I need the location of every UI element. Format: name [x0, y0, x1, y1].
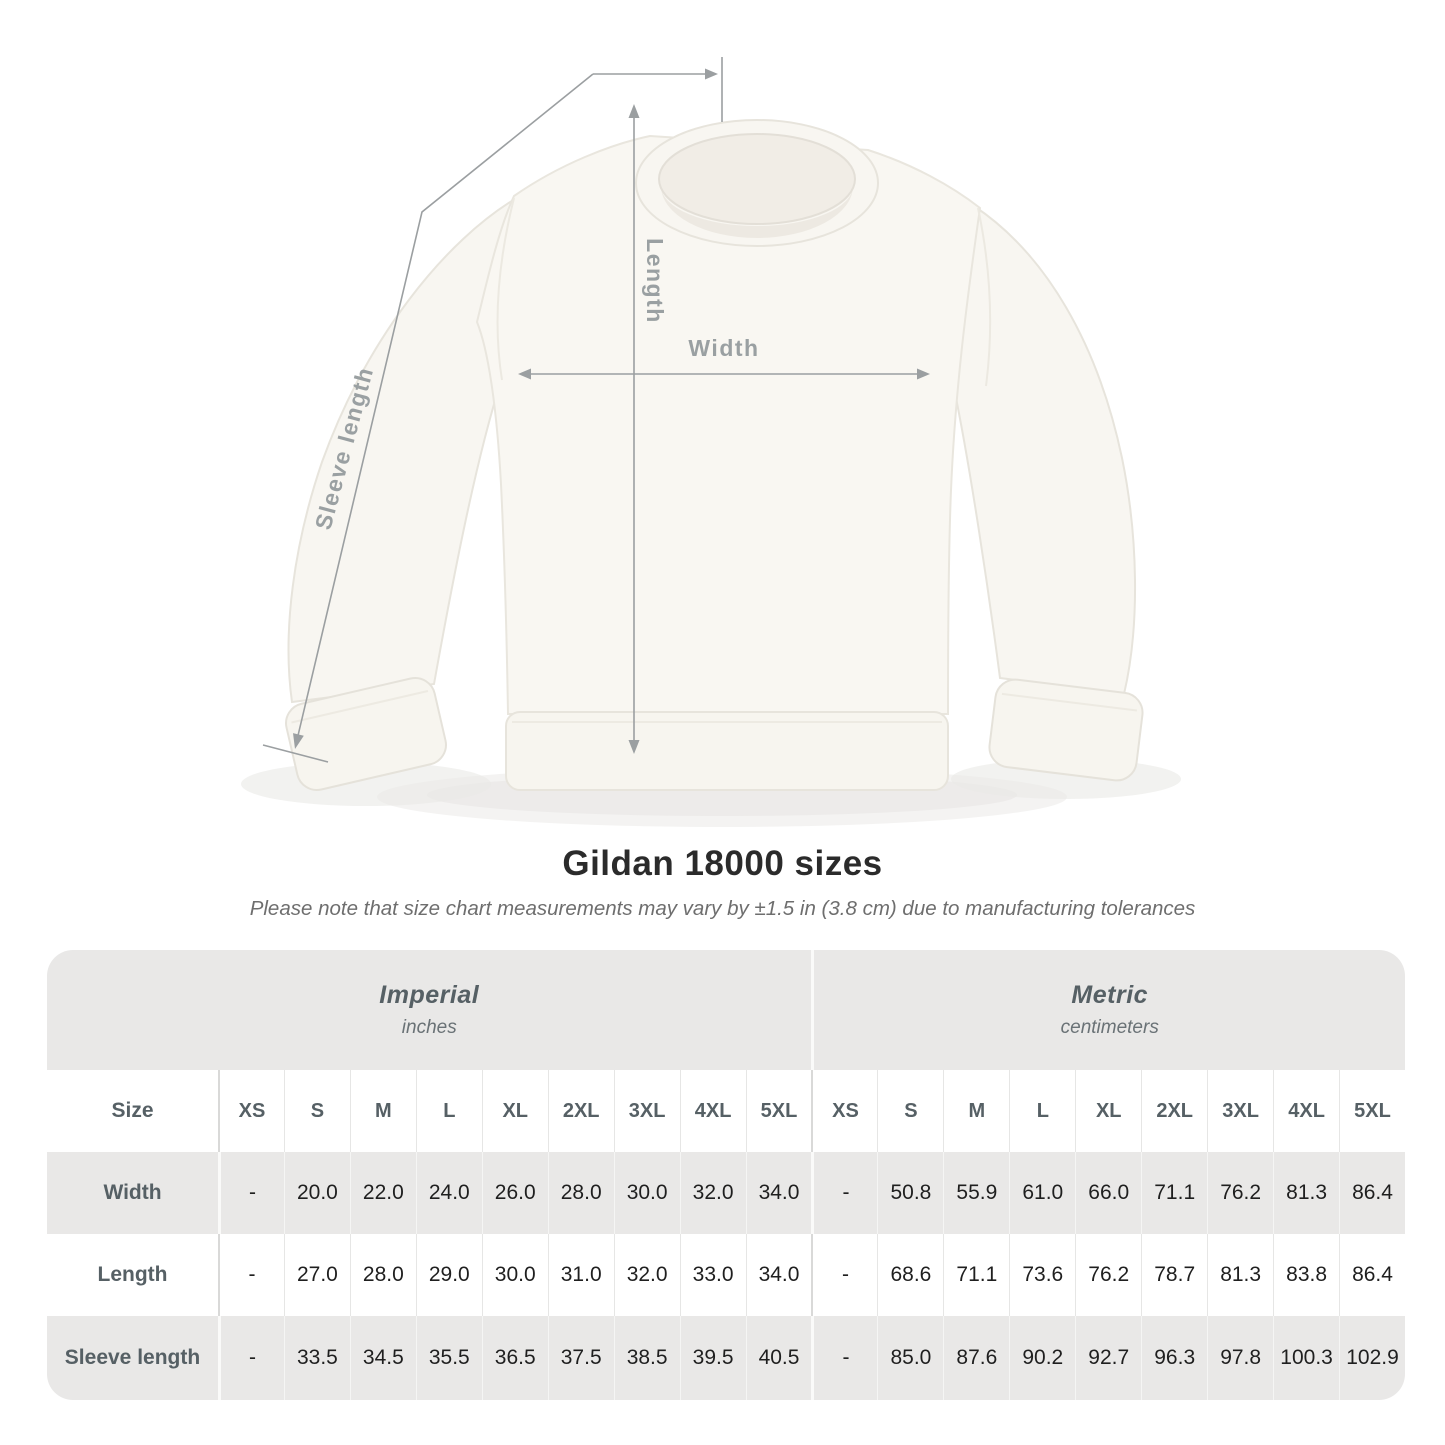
- size-col-metric-xl: XL: [1075, 1070, 1141, 1152]
- sleeve-imperial-3xl: 38.5: [614, 1316, 680, 1400]
- width-metric-4xl: 81.3: [1273, 1152, 1339, 1234]
- sweatshirt-waistband: [506, 712, 948, 790]
- width-imperial-3xl: 30.0: [614, 1152, 680, 1234]
- length-imperial-s: 27.0: [284, 1234, 350, 1316]
- metric-unit: centimeters: [1060, 1017, 1159, 1038]
- width-metric-xl: 66.0: [1075, 1152, 1141, 1234]
- width-label: Width: [688, 335, 760, 361]
- width-metric-3xl: 76.2: [1207, 1152, 1273, 1234]
- size-col-imperial-xl: XL: [482, 1070, 548, 1152]
- sleeve-imperial-2xl: 37.5: [548, 1316, 614, 1400]
- sleeve-metric-4xl: 100.3: [1273, 1316, 1339, 1400]
- sleeve-imperial-m: 34.5: [350, 1316, 416, 1400]
- size-col-imperial-l: L: [416, 1070, 482, 1152]
- length-metric-l: 73.6: [1009, 1234, 1075, 1316]
- sleeve-metric-m: 87.6: [943, 1316, 1009, 1400]
- sleeve-metric-3xl: 97.8: [1207, 1316, 1273, 1400]
- sleeve-imperial-l: 35.5: [416, 1316, 482, 1400]
- length-metric-5xl: 86.4: [1339, 1234, 1405, 1316]
- width-metric-2xl: 71.1: [1141, 1152, 1207, 1234]
- size-col-imperial-3xl: 3XL: [614, 1070, 680, 1152]
- size-col-metric-xs: XS: [811, 1070, 877, 1152]
- imperial-header: [47, 950, 811, 1070]
- length-imperial-xs: -: [218, 1234, 284, 1316]
- width-metric-5xl: 86.4: [1339, 1152, 1405, 1234]
- sleeve-metric-s: 85.0: [877, 1316, 943, 1400]
- sleeve-metric-2xl: 96.3: [1141, 1316, 1207, 1400]
- sleeve-imperial-4xl: 39.5: [680, 1316, 746, 1400]
- length-imperial-m: 28.0: [350, 1234, 416, 1316]
- width-metric-s: 50.8: [877, 1152, 943, 1234]
- metric-header: [811, 950, 1405, 1070]
- sleeve-metric-xl: 92.7: [1075, 1316, 1141, 1400]
- size-chart-table: [47, 950, 1405, 1400]
- width-imperial-5xl: 34.0: [746, 1152, 812, 1234]
- imperial-title: Imperial: [379, 981, 480, 1009]
- size-col-metric-l: L: [1009, 1070, 1075, 1152]
- page-title: Gildan 18000 sizes: [562, 844, 883, 883]
- length-imperial-3xl: 32.0: [614, 1234, 680, 1316]
- size-col-metric-s: S: [877, 1070, 943, 1152]
- width-imperial-m: 22.0: [350, 1152, 416, 1234]
- size-col-metric-4xl: 4XL: [1273, 1070, 1339, 1152]
- right-cuff: [987, 677, 1145, 782]
- size-col-imperial-4xl: 4XL: [680, 1070, 746, 1152]
- width-imperial-s: 20.0: [284, 1152, 350, 1234]
- length-metric-2xl: 78.7: [1141, 1234, 1207, 1316]
- metric-title: Metric: [1071, 981, 1149, 1009]
- length-imperial-2xl: 31.0: [548, 1234, 614, 1316]
- width-imperial-l: 24.0: [416, 1152, 482, 1234]
- imperial-unit: inches: [401, 1017, 457, 1038]
- sleeve-imperial-xs: -: [218, 1316, 284, 1400]
- size-col-imperial-xs: XS: [218, 1070, 284, 1152]
- length-metric-s: 68.6: [877, 1234, 943, 1316]
- size-col-imperial-2xl: 2XL: [548, 1070, 614, 1152]
- sleeve-imperial-xl: 36.5: [482, 1316, 548, 1400]
- size-col-metric-2xl: 2XL: [1141, 1070, 1207, 1152]
- sleeve-imperial-s: 33.5: [284, 1316, 350, 1400]
- width-metric-l: 61.0: [1009, 1152, 1075, 1234]
- width-imperial-xs: -: [218, 1152, 284, 1234]
- length-metric-xl: 76.2: [1075, 1234, 1141, 1316]
- length-imperial-4xl: 33.0: [680, 1234, 746, 1316]
- length-label: Length: [641, 238, 668, 324]
- length-row-label: Length: [47, 1234, 218, 1316]
- width-imperial-2xl: 28.0: [548, 1152, 614, 1234]
- tolerance-note: Please note that size chart measurements may vary by ±1.5 in (3.8 cm) due to manufacturing tolerances: [249, 897, 1196, 920]
- sweatshirt-collar: [636, 120, 878, 246]
- sleeve-metric-xs: -: [811, 1316, 877, 1400]
- sleeve-metric-l: 90.2: [1009, 1316, 1075, 1400]
- size-header-label: Size: [47, 1070, 218, 1152]
- width-metric-m: 55.9: [943, 1152, 1009, 1234]
- length-metric-xs: -: [811, 1234, 877, 1316]
- size-col-metric-5xl: 5XL: [1339, 1070, 1405, 1152]
- length-metric-m: 71.1: [943, 1234, 1009, 1316]
- sleeve-length-label: Sleeve length: [309, 363, 379, 533]
- width-row-label: Width: [47, 1152, 218, 1234]
- sleeve-metric-5xl: 102.9: [1339, 1316, 1405, 1400]
- length-metric-4xl: 83.8: [1273, 1234, 1339, 1316]
- sleeve-row-label: Sleeve length: [47, 1316, 218, 1400]
- size-col-imperial-m: M: [350, 1070, 416, 1152]
- right-sleeve: [954, 206, 1135, 694]
- size-col-metric-3xl: 3XL: [1207, 1070, 1273, 1152]
- length-metric-3xl: 81.3: [1207, 1234, 1273, 1316]
- sleeve-imperial-5xl: 40.5: [746, 1316, 812, 1400]
- length-imperial-l: 29.0: [416, 1234, 482, 1316]
- width-imperial-4xl: 32.0: [680, 1152, 746, 1234]
- width-imperial-xl: 26.0: [482, 1152, 548, 1234]
- length-imperial-xl: 30.0: [482, 1234, 548, 1316]
- size-col-imperial-5xl: 5XL: [746, 1070, 812, 1152]
- size-col-imperial-s: S: [284, 1070, 350, 1152]
- size-col-metric-m: M: [943, 1070, 1009, 1152]
- width-metric-xs: -: [811, 1152, 877, 1234]
- length-imperial-5xl: 34.0: [746, 1234, 812, 1316]
